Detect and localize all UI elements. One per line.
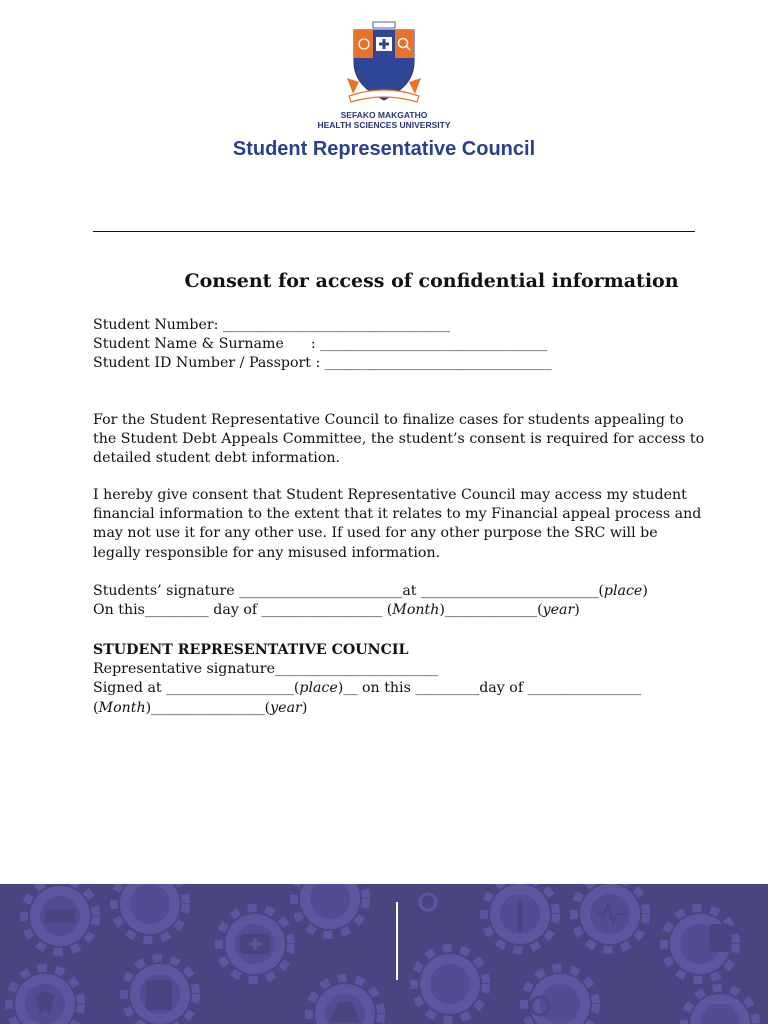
university-crest-logo (339, 20, 429, 110)
src-heading: STUDENT REPRESENTATIVE COUNCIL (93, 642, 409, 658)
ambulance-icon (45, 909, 75, 923)
document-title: Consent for access of confidential information (184, 270, 679, 292)
university-name-line1: SEFAKO MAKGATHO (340, 110, 428, 120)
student-id-field: Student ID Number / Passport : ________________________________ (93, 355, 552, 372)
pill-bottle-icon (710, 924, 730, 952)
month-label: Month (392, 602, 440, 619)
sig-text: ) (642, 583, 648, 599)
consent-paragraph-2 (93, 486, 705, 563)
month-label: Month (98, 699, 146, 716)
signed-date-line (93, 699, 705, 718)
place-label: place (603, 583, 643, 599)
signed-at-line (93, 679, 705, 698)
student-name-field: Student Name & Surname : ________________________________ (93, 336, 548, 353)
university-name-line2: HEALTH SCIENCES UNIVERSITY (317, 120, 451, 130)
paragraph-text: For the Student Representative Council to finalize cases for students appealing to the Student Debt Appeals Committee, the student’s consent is required for access to detailed student debt information. (93, 412, 705, 467)
representative-signature-line: Representative signature_______________________ (93, 661, 439, 678)
header-divider (93, 231, 695, 232)
date-text: )________________( (145, 699, 271, 716)
date-text: ) (574, 602, 580, 619)
document-header (0, 20, 768, 161)
date-text: )_____________( (439, 602, 543, 619)
year-label: year (542, 602, 575, 619)
stethoscope-icon (420, 894, 436, 910)
date-text: On this_________ day of _________________ ( (93, 602, 393, 619)
date-text: ( (93, 699, 99, 716)
student-signature-line (93, 582, 705, 601)
clipboard-icon (146, 980, 172, 1010)
year-label: year (270, 699, 302, 716)
date-text: ) (301, 699, 308, 716)
footer-divider (396, 902, 398, 980)
place-label: place (299, 680, 338, 697)
footer-banner (0, 884, 768, 1024)
student-fields (93, 316, 705, 374)
consent-paragraph-1 (93, 411, 705, 469)
student-date-line (93, 601, 705, 620)
signed-text: )__ on this _________day of ________________ (337, 680, 642, 697)
student-signature-block (93, 582, 705, 620)
sig-text: Students’ signature _______________________at _________________________( (93, 583, 604, 599)
medical-kit-icon (240, 934, 270, 954)
council-title: Student Representative Council (232, 138, 536, 160)
signed-text: Signed at __________________( (93, 680, 300, 697)
paragraph-text: I hereby give consent that Student Representative Council may access my student financial information to the extent that it relates to my Financial appeal process and may not use it for any other use. If used for any other purpose the SRC will be legally responsible for any misused information. (93, 487, 702, 561)
footer-pattern (0, 884, 768, 1024)
src-signature-block (93, 641, 705, 718)
student-number-field: Student Number: ________________________________ (93, 317, 450, 333)
